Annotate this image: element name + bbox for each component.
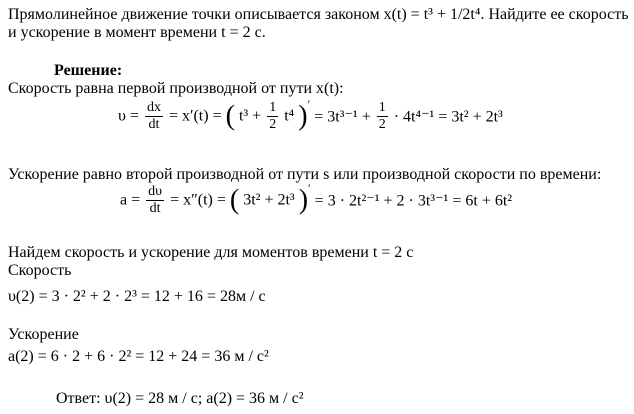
answer-line: Ответ: υ(2) = 28 м / с; a(2) = 36 м / с² xyxy=(56,390,304,407)
problem-line-2: и ускорение в момент времени t = 2 с. xyxy=(8,24,266,41)
fraction-numerator: 1 xyxy=(378,100,386,115)
close-paren: ) xyxy=(298,184,309,216)
solution-title: Решение: xyxy=(54,62,123,79)
accel-rhs: = 3 · 2t²⁻¹ + 2 · 3t³⁻¹ = 6t + 6t² xyxy=(314,192,513,210)
dv-dt-fraction xyxy=(146,184,164,217)
open-paren: ( xyxy=(229,184,240,216)
half-fraction-2 xyxy=(377,100,388,133)
accel-label: Ускорение xyxy=(8,326,79,343)
open-paren: ( xyxy=(225,100,235,132)
fraction-numerator: dυ xyxy=(148,184,163,199)
paren-content: 3t² + 2t³ xyxy=(243,191,295,209)
problem-line-1: Прямолинейное движение точки описывается законом x(t) = t³ + 1/2t⁴. Найдите ее скорость xyxy=(8,6,629,23)
fraction-numerator: 1 xyxy=(269,100,277,115)
paren-content: t³ + xyxy=(238,107,266,125)
accel-formula xyxy=(120,181,513,217)
speed-label: Скорость xyxy=(8,262,72,279)
fraction-denominator: dt xyxy=(149,201,161,216)
fraction-denominator: 2 xyxy=(269,117,277,132)
velocity-lhs: υ = xyxy=(118,107,139,125)
derivative-prime: ′ xyxy=(308,181,311,196)
accel-calc: a(2) = 6 · 2 + 6 · 2² = 12 + 24 = 36 м / с² xyxy=(8,348,269,365)
x-double-prime: = x″(t) = xyxy=(170,191,226,209)
accel-lhs: a = xyxy=(120,191,141,209)
fraction-numerator: dx xyxy=(146,100,161,115)
speed-calc: υ(2) = 3 · 2² + 2 · 2³ = 12 + 16 = 28м / с xyxy=(8,288,266,305)
derivative-prime: ′ xyxy=(307,97,311,112)
find-line: Найдем скорость и ускорение для моментов времени t = 2 с xyxy=(8,244,414,261)
velocity-rhs-1: = 3t³⁻¹ + xyxy=(314,108,371,126)
close-paren: ) xyxy=(298,100,308,132)
fraction-denominator: dt xyxy=(148,117,160,132)
dx-dt-fraction xyxy=(145,100,163,133)
velocity-intro: Скорость равна первой производной от пути x(t): xyxy=(8,80,344,97)
accel-intro: Ускорение равно второй производной от пути s или производной скорости по времени: xyxy=(8,166,602,183)
velocity-rhs-2: · 4t⁴⁻¹ = 3t² + 2t³ xyxy=(393,108,503,126)
velocity-formula xyxy=(118,97,503,133)
fraction-denominator: 2 xyxy=(378,117,386,132)
half-fraction xyxy=(267,100,278,133)
x-prime: = x′(t) = xyxy=(168,107,222,125)
t4-term: t⁴ xyxy=(284,107,295,125)
